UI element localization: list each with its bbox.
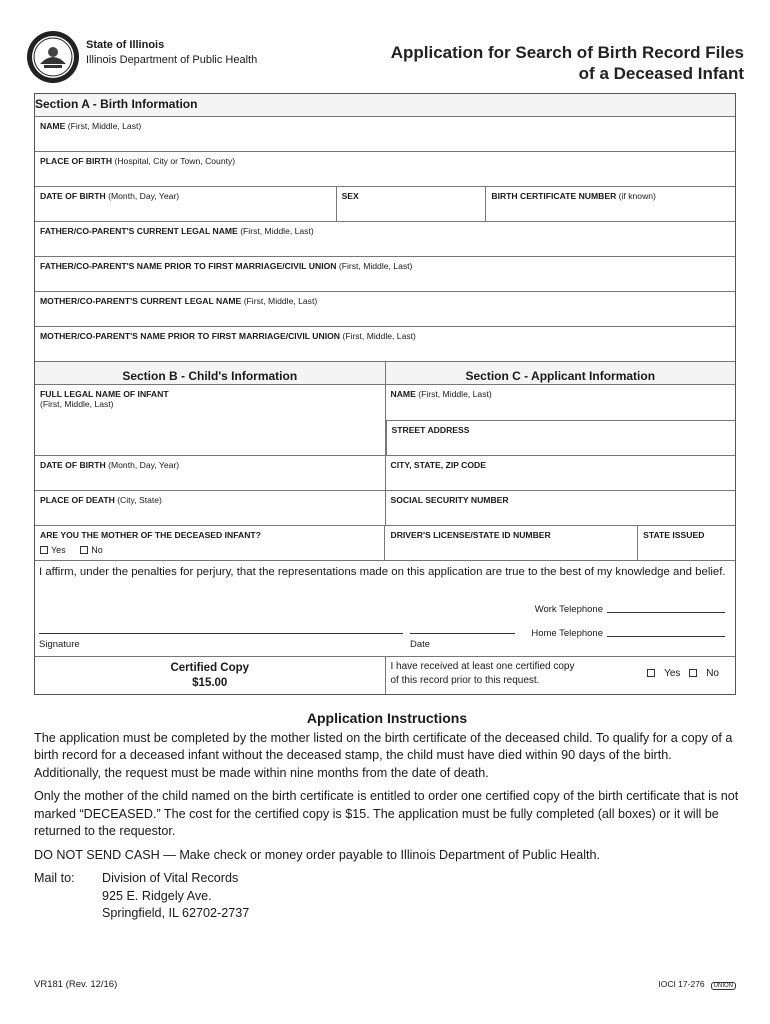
father-prior-name-field[interactable] (35, 256, 735, 291)
mother-prior-label: MOTHER/CO-PARENT'S NAME PRIOR TO FIRST MARRIAGE/CIVIL UNION (40, 331, 340, 341)
birth-details-row (35, 186, 735, 221)
section-c-heading: Section C - Applicant Information (385, 362, 736, 384)
name-label: NAME (40, 121, 66, 131)
form-title-line2: of a Deceased Infant (578, 64, 744, 83)
license-number-field[interactable] (384, 526, 637, 560)
child-dob-hint: (Month, Day, Year) (108, 460, 180, 470)
name-field[interactable] (35, 116, 735, 151)
street-address-field[interactable] (386, 420, 736, 455)
section-b-heading: Section B - Child's Information (35, 362, 385, 384)
mail-line-1: Division of Vital Records (102, 871, 239, 885)
birth-cert-hint: (if known) (618, 191, 656, 201)
father-prior-label: FATHER/CO-PARENT'S NAME PRIOR TO FIRST MARRIAGE/CIVIL UNION (40, 261, 337, 271)
checkbox-icon[interactable] (689, 669, 697, 677)
applicant-name-label: NAME (390, 389, 416, 399)
date-of-birth-field[interactable] (35, 187, 336, 221)
birth-certificate-number-field[interactable] (485, 187, 735, 221)
mother-current-name-field[interactable] (35, 291, 735, 326)
mother-yes-no (40, 545, 379, 555)
form-header (24, 30, 744, 92)
place-of-birth-label: PLACE OF BIRTH (40, 156, 113, 166)
place-of-birth-field[interactable] (35, 151, 735, 186)
infant-name-hint: (First, Middle, Last) (40, 399, 114, 409)
birth-cert-label: BIRTH CERTIFICATE NUMBER (491, 191, 617, 201)
home-telephone-line[interactable] (607, 636, 725, 637)
instructions-paragraph-1: The application must be completed by the mother listed on the birth certificate of the deceased child. To qualify for a copy of a birth record for a deceased infant without the deceased stamp, the child must have died within 90 days of the birth. Additionally, the request must be made within nine months from the date of death. (34, 730, 733, 780)
certified-copy-title: Certified Copy (170, 662, 250, 674)
mother-current-label: MOTHER/CO-PARENT'S CURRENT LEGAL NAME (40, 296, 242, 306)
section-b-c-headings (35, 361, 735, 384)
form-title (391, 42, 744, 84)
place-of-death-label: PLACE OF DEATH (40, 495, 115, 505)
ssn-field[interactable] (385, 491, 736, 525)
place-of-birth-hint: (Hospital, City or Town, County) (114, 156, 236, 166)
prior-copy-yes-option[interactable] (647, 668, 680, 679)
union-bug-icon: UNION (711, 982, 736, 990)
state-name: State of Illinois (86, 39, 165, 51)
father-current-label: FATHER/CO-PARENT'S CURRENT LEGAL NAME (40, 226, 238, 236)
mother-no-option[interactable] (80, 545, 109, 555)
certified-copy-price-value: $15.00 (192, 677, 228, 689)
home-telephone-field[interactable] (531, 628, 725, 639)
death-ssn-row (35, 490, 735, 525)
mother-prior-hint: (First, Middle, Last) (342, 331, 416, 341)
child-date-of-birth-field[interactable] (35, 456, 385, 490)
application-form (34, 93, 736, 695)
date-of-birth-label: DATE OF BIRTH (40, 191, 106, 201)
city-state-zip-label: CITY, STATE, ZIP CODE (390, 460, 486, 470)
place-of-death-field[interactable] (35, 491, 385, 525)
affirmation-block (35, 560, 735, 656)
mailing-address (34, 870, 740, 923)
father-current-name-field[interactable] (35, 221, 735, 256)
section-a-heading: Section A - Birth Information (35, 94, 735, 116)
state-issued-label: STATE ISSUED (643, 530, 705, 540)
print-code (658, 979, 736, 990)
mother-question-label: ARE YOU THE MOTHER OF THE DECEASED INFANT? (40, 530, 261, 540)
agency-block (86, 38, 257, 68)
infant-name-applicant-row (35, 384, 735, 455)
name-hint: (First, Middle, Last) (67, 121, 142, 131)
child-dob-label: DATE OF BIRTH (40, 460, 106, 470)
home-telephone-label: Home Telephone (531, 628, 603, 639)
prior-copy-question-line1: I have received at least one certified copy (390, 661, 575, 672)
state-seal-icon (26, 30, 80, 84)
mail-line-2: 925 E. Ridgely Ave. (102, 888, 212, 903)
prior-copy-yes-label: Yes (664, 668, 681, 679)
state-issued-field[interactable] (637, 526, 735, 560)
work-telephone-line[interactable] (607, 612, 725, 613)
mother-current-hint: (First, Middle, Last) (243, 296, 318, 306)
ssn-label: SOCIAL SECURITY NUMBER (390, 495, 509, 505)
affirmation-text: I affirm, under the penalties for perjury, that the representations made on this application are true to the best of my knowledge and belief. (39, 566, 726, 578)
applicant-name-address (385, 385, 736, 455)
prior-copy-question (385, 657, 736, 694)
mail-address-lines (102, 870, 249, 923)
mail-to-label: Mail to: (34, 871, 75, 885)
mother-question (35, 526, 384, 560)
mother-license-row (35, 525, 735, 560)
date-label: Date (410, 639, 431, 650)
checkbox-icon[interactable] (80, 546, 88, 554)
dob-city-row (35, 455, 735, 490)
prior-copy-yes-no (641, 667, 719, 681)
signature-label: Signature (39, 639, 80, 650)
instructions-paragraph-2: Only the mother of the child named on the birth certificate is entitled to order one certified copy of the birth certificate that is not marked “DECEASED.” The cost for the certified copy is $15. The application must be fully completed (all boxes) or it will be returned to the requestor. (34, 789, 739, 838)
certified-copy-row (35, 656, 735, 694)
applicant-name-hint: (First, Middle, Last) (418, 389, 492, 399)
signature-line[interactable] (39, 633, 403, 634)
checkbox-icon[interactable] (647, 669, 655, 677)
instructions-heading: Application Instructions (306, 710, 468, 726)
mother-prior-name-field[interactable] (35, 326, 735, 361)
prior-copy-no-option[interactable] (689, 668, 719, 679)
mother-yes-option[interactable] (40, 545, 72, 555)
infant-name-label: FULL LEGAL NAME OF INFANT (40, 389, 169, 399)
place-of-death-hint: (City, State) (117, 495, 162, 505)
sex-label: SEX (341, 191, 359, 201)
father-prior-hint: (First, Middle, Last) (338, 261, 413, 271)
mother-no-label: No (91, 545, 103, 555)
date-line[interactable] (410, 633, 515, 634)
department-name: Illinois Department of Public Health (86, 54, 258, 66)
work-telephone-label: Work Telephone (534, 604, 603, 615)
mother-yes-label: Yes (51, 545, 66, 555)
mail-line-3: Springfield, IL 62702-2737 (102, 906, 250, 920)
license-label: DRIVER'S LICENSE/STATE ID NUMBER (390, 530, 551, 540)
instructions-paragraph-3: DO NOT SEND CASH — Make check or money order payable to Illinois Department of Public Health. (34, 847, 601, 862)
infant-name-field[interactable] (35, 385, 385, 455)
instructions-block (34, 710, 740, 923)
prior-copy-no-label: No (706, 668, 719, 679)
prior-copy-question-line2: of this record prior to this request. (390, 675, 540, 686)
applicant-name-field[interactable] (386, 385, 736, 420)
checkbox-icon[interactable] (40, 546, 48, 554)
form-title-line1: Application for Search of Birth Record Files (390, 43, 744, 62)
form-id: VR181 (Rev. 12/16) (34, 979, 118, 990)
date-of-birth-hint: (Month, Day, Year) (108, 191, 180, 201)
sex-field[interactable] (336, 187, 486, 221)
certified-copy-price (35, 657, 385, 694)
street-address-label: STREET ADDRESS (391, 425, 470, 435)
print-code-text: IOCI 17-276 (658, 979, 705, 989)
work-telephone-field[interactable] (535, 604, 725, 615)
father-current-hint: (First, Middle, Last) (240, 226, 314, 236)
city-state-zip-field[interactable] (385, 456, 736, 490)
